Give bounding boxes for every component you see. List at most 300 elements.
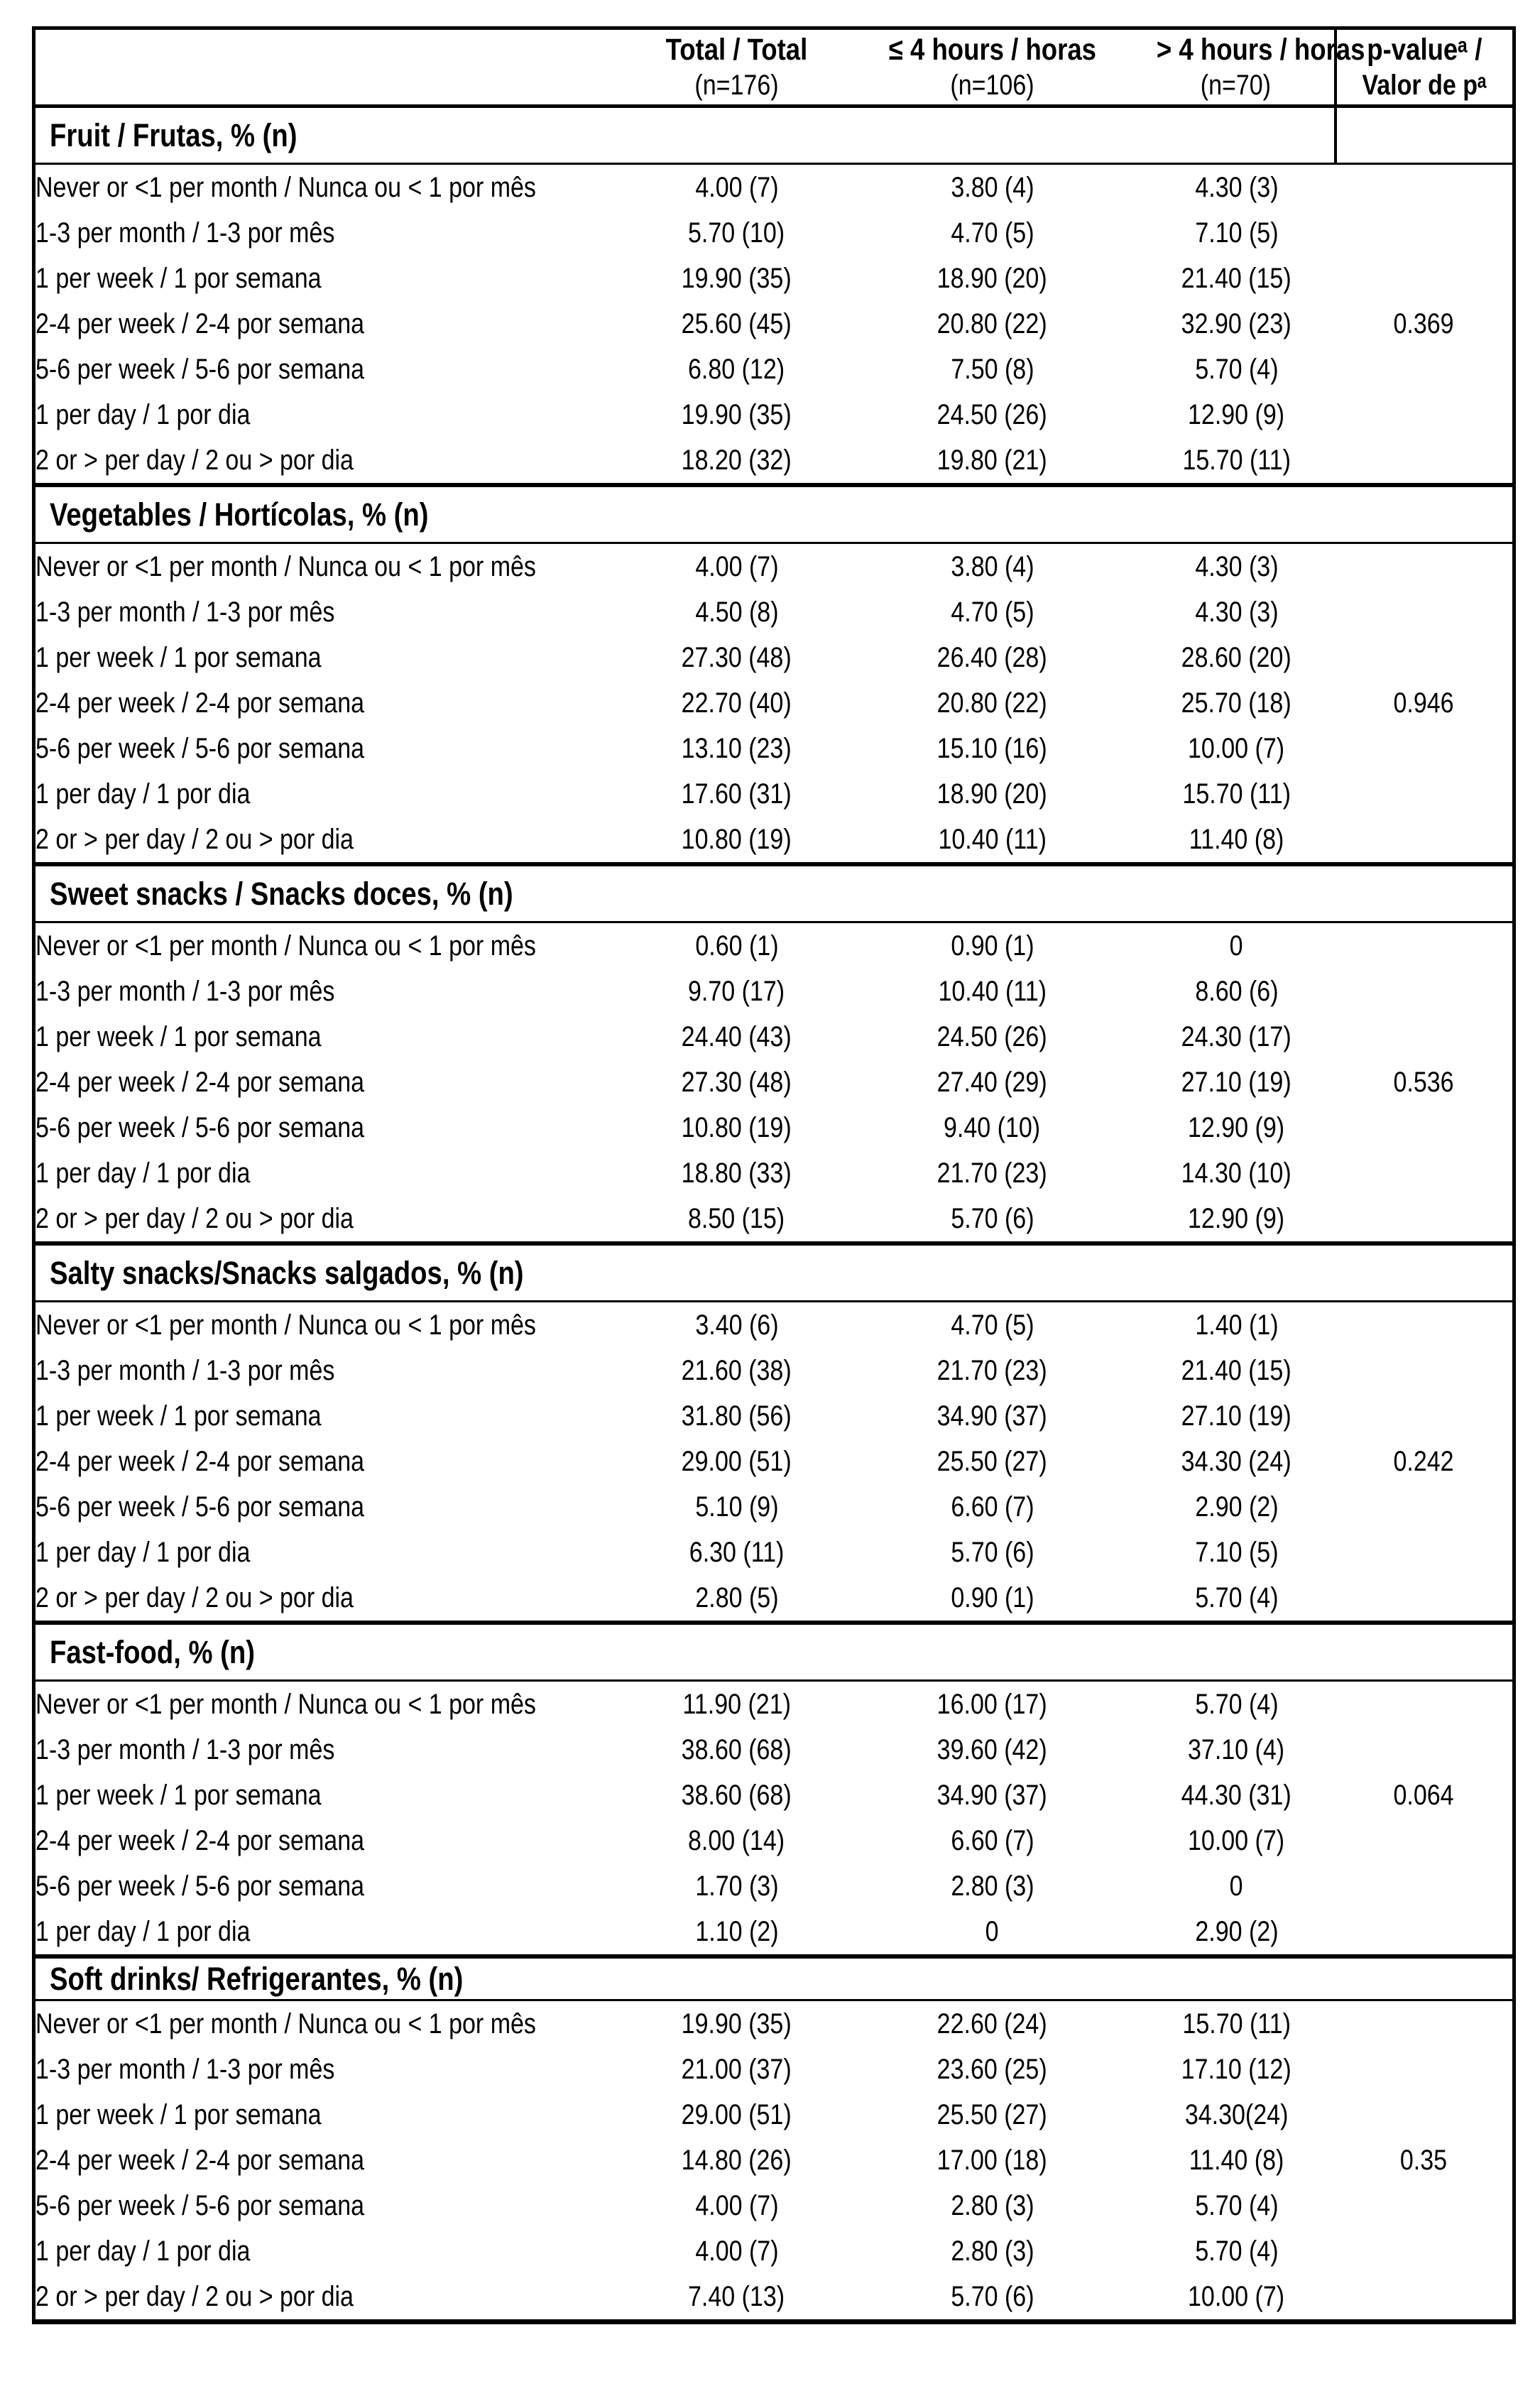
cell-total-text: 4.00 (7) xyxy=(694,2235,779,2267)
section-title-cell xyxy=(34,485,1514,543)
cell-gt4h xyxy=(1138,1863,1336,1909)
p-value-text: 0.369 xyxy=(1393,307,1454,339)
cell-total xyxy=(627,726,847,771)
cell-le4h-text: 2.80 (3) xyxy=(950,1870,1034,1902)
header-col-gt4h xyxy=(1138,28,1365,107)
cell-le4h-text: 34.90 (37) xyxy=(937,1779,1047,1811)
row-label xyxy=(34,301,627,347)
cell-gt4h-text: 27.10 (19) xyxy=(1181,1400,1291,1432)
cell-pvalue xyxy=(1336,2274,1514,2322)
cell-le4h xyxy=(847,1150,1138,1196)
table-row xyxy=(34,2228,1514,2274)
cell-gt4h-text: 5.70 (4) xyxy=(1194,2235,1279,2267)
row-label xyxy=(34,680,627,726)
cell-gt4h-text: 12.90 (9) xyxy=(1188,1202,1285,1234)
cell-le4h xyxy=(847,1439,1138,1484)
row-label xyxy=(34,210,627,256)
cell-pvalue xyxy=(1336,969,1514,1014)
row-label xyxy=(34,771,627,817)
cell-pvalue xyxy=(1336,726,1514,771)
cell-total-text: 25.60 (45) xyxy=(682,307,792,339)
cell-gt4h-text: 17.10 (12) xyxy=(1181,2053,1291,2085)
cell-gt4h xyxy=(1138,210,1336,256)
cell-le4h xyxy=(847,2047,1138,2092)
table-header xyxy=(34,28,1514,107)
cell-pvalue xyxy=(1336,1909,1514,1956)
cell-gt4h-text: 12.90 (9) xyxy=(1188,1111,1285,1143)
row-label xyxy=(34,543,627,590)
row-label-text: 5-6 per week / 5-6 por semana xyxy=(36,1111,365,1143)
header-gt4h-title: > 4 hours / horas xyxy=(1156,32,1365,67)
cell-pvalue xyxy=(1336,1393,1514,1439)
p-value-text: 0.35 xyxy=(1400,2144,1448,2176)
cell-le4h xyxy=(847,1530,1138,1575)
cell-gt4h xyxy=(1138,1302,1336,1349)
cell-total xyxy=(627,589,847,635)
cell-pvalue xyxy=(1336,1014,1514,1060)
cell-le4h-text: 3.80 (4) xyxy=(950,171,1034,203)
cell-le4h xyxy=(847,1909,1138,1956)
table-body xyxy=(34,107,1514,2322)
cell-total xyxy=(627,1773,847,1818)
cell-gt4h-text: 34.30(24) xyxy=(1184,2098,1289,2130)
cell-pvalue xyxy=(1336,1575,1514,1623)
cell-pvalue xyxy=(1336,1105,1514,1150)
row-label-text: Never or <1 per month / Nunca ou < 1 por mês xyxy=(36,550,536,582)
cell-gt4h xyxy=(1138,347,1336,392)
cell-gt4h xyxy=(1138,1484,1336,1530)
cell-pvalue xyxy=(1336,1681,1514,1728)
row-label xyxy=(34,1773,627,1818)
header-total-title: Total / Total xyxy=(665,32,808,67)
row-label-text: 1-3 per month / 1-3 por mês xyxy=(36,1733,335,1765)
cell-gt4h xyxy=(1138,771,1336,817)
row-label-text: 1 per week / 1 por semana xyxy=(36,1400,322,1432)
cell-total xyxy=(627,256,847,301)
cell-le4h-text: 0 xyxy=(985,1915,999,1947)
row-label xyxy=(34,1909,627,1956)
cell-gt4h-text: 4.30 (3) xyxy=(1194,596,1279,628)
cell-gt4h-text: 11.40 (8) xyxy=(1189,2144,1284,2176)
row-label-text: 1-3 per month / 1-3 por mês xyxy=(36,596,335,628)
table-row xyxy=(34,1060,1514,1105)
cell-total-text: 31.80 (56) xyxy=(682,1400,792,1432)
cell-total-text: 4.00 (7) xyxy=(694,171,779,203)
cell-gt4h xyxy=(1138,1150,1336,1196)
cell-total xyxy=(627,680,847,726)
cell-gt4h-text: 25.70 (18) xyxy=(1181,687,1291,719)
row-label-text: 2 or > per day / 2 ou > por dia xyxy=(36,1581,354,1613)
row-label xyxy=(34,164,627,211)
cell-total-text: 9.70 (17) xyxy=(688,975,785,1007)
table-row xyxy=(34,2274,1514,2322)
cell-total xyxy=(627,2000,847,2047)
section-title: Fast-food, % (n) xyxy=(50,1633,255,1670)
cell-total-text: 10.80 (19) xyxy=(682,823,792,855)
cell-pvalue xyxy=(1336,392,1514,437)
header-gt4h-n: (n=70) xyxy=(1200,70,1272,102)
header-col-total xyxy=(627,28,847,107)
cell-total-text: 1.10 (2) xyxy=(694,1915,779,1947)
row-label xyxy=(34,922,627,969)
cell-gt4h xyxy=(1138,2274,1336,2322)
cell-gt4h xyxy=(1138,1348,1336,1393)
row-label-text: 5-6 per week / 5-6 por semana xyxy=(36,353,365,385)
section-title-cell xyxy=(34,1243,1514,1302)
cell-pvalue xyxy=(1336,1530,1514,1575)
cell-pvalue xyxy=(1336,1348,1514,1393)
cell-le4h xyxy=(847,2183,1138,2228)
cell-total-text: 5.70 (10) xyxy=(688,217,785,249)
row-label-text: 1 per day / 1 por dia xyxy=(36,778,251,810)
cell-gt4h-text: 11.40 (8) xyxy=(1189,823,1284,855)
row-label xyxy=(34,1393,627,1439)
section-header-row xyxy=(34,485,1514,543)
cell-le4h-text: 4.70 (5) xyxy=(950,1309,1034,1341)
cell-total-text: 10.80 (19) xyxy=(682,1111,792,1143)
cell-total-text: 11.90 (21) xyxy=(682,1688,791,1720)
cell-total xyxy=(627,1302,847,1349)
row-label xyxy=(34,589,627,635)
p-value-text: 0.242 xyxy=(1393,1445,1454,1477)
cell-total-text: 24.40 (43) xyxy=(682,1020,792,1052)
row-label-text: 1 per week / 1 por semana xyxy=(36,1020,322,1052)
cell-le4h xyxy=(847,1060,1138,1105)
table-row xyxy=(34,1818,1514,1863)
table-row xyxy=(34,771,1514,817)
cell-pvalue xyxy=(1336,680,1514,726)
cell-le4h xyxy=(847,164,1138,211)
cell-gt4h-text: 7.10 (5) xyxy=(1194,217,1279,249)
cell-total-text: 21.60 (38) xyxy=(682,1354,792,1386)
cell-le4h xyxy=(847,589,1138,635)
cell-total xyxy=(627,922,847,969)
cell-total xyxy=(627,1196,847,1243)
cell-le4h-text: 34.90 (37) xyxy=(937,1400,1047,1432)
cell-total-text: 27.30 (48) xyxy=(682,641,792,673)
cell-gt4h xyxy=(1138,164,1336,211)
cell-gt4h-text: 5.70 (4) xyxy=(1194,2189,1279,2221)
row-label-text: 1 per day / 1 por dia xyxy=(36,398,251,430)
cell-le4h xyxy=(847,392,1138,437)
cell-pvalue xyxy=(1336,210,1514,256)
table-row xyxy=(34,392,1514,437)
row-label-text: 5-6 per week / 5-6 por semana xyxy=(36,2189,365,2221)
cell-total xyxy=(627,164,847,211)
cell-gt4h-text: 27.10 (19) xyxy=(1181,1066,1291,1098)
cell-le4h xyxy=(847,635,1138,680)
cell-total xyxy=(627,1060,847,1105)
cell-le4h xyxy=(847,1681,1138,1728)
cell-gt4h xyxy=(1138,1105,1336,1150)
row-label-text: Never or <1 per month / Nunca ou < 1 por mês xyxy=(36,1309,536,1341)
table-row xyxy=(34,817,1514,864)
row-label xyxy=(34,817,627,864)
cell-total-text: 4.00 (7) xyxy=(694,550,779,582)
cell-le4h xyxy=(847,1302,1138,1349)
cell-gt4h-text: 44.30 (31) xyxy=(1181,1779,1291,1811)
cell-gt4h xyxy=(1138,635,1336,680)
cell-gt4h xyxy=(1138,1575,1336,1623)
cell-pvalue xyxy=(1336,1484,1514,1530)
cell-total-text: 8.00 (14) xyxy=(688,1824,785,1856)
row-label-text: 2-4 per week / 2-4 por semana xyxy=(36,307,365,339)
row-label xyxy=(34,2092,627,2138)
table-row xyxy=(34,1393,1514,1439)
cell-total-text: 19.90 (35) xyxy=(682,262,792,294)
cell-total-text: 17.60 (31) xyxy=(682,778,792,810)
cell-le4h-text: 2.80 (3) xyxy=(950,2189,1034,2221)
cell-le4h-text: 24.50 (26) xyxy=(937,1020,1047,1052)
cell-total xyxy=(627,969,847,1014)
cell-gt4h xyxy=(1138,1681,1336,1728)
cell-total xyxy=(627,771,847,817)
cell-total-text: 6.30 (11) xyxy=(689,1536,785,1568)
cell-gt4h xyxy=(1138,969,1336,1014)
section-header-row xyxy=(34,1956,1514,2000)
row-label xyxy=(34,1105,627,1150)
p-value-text: 0.946 xyxy=(1393,687,1454,719)
cell-total xyxy=(627,1727,847,1773)
cell-le4h-text: 5.70 (6) xyxy=(950,1536,1034,1568)
section-title: Vegetables / Hortícolas, % (n) xyxy=(50,496,429,533)
cell-pvalue xyxy=(1336,1196,1514,1243)
table-row xyxy=(34,2047,1514,2092)
table-row xyxy=(34,1105,1514,1150)
cell-le4h-text: 39.60 (42) xyxy=(937,1733,1047,1765)
cell-total-text: 4.50 (8) xyxy=(694,596,779,628)
cell-le4h xyxy=(847,1818,1138,1863)
table-row xyxy=(34,1575,1514,1623)
header-total-n: (n=176) xyxy=(694,70,779,102)
cell-total-text: 22.70 (40) xyxy=(682,687,792,719)
cell-total-text: 18.20 (32) xyxy=(682,444,792,476)
cell-gt4h xyxy=(1138,1909,1336,1956)
cell-le4h xyxy=(847,1863,1138,1909)
cell-le4h-text: 2.80 (3) xyxy=(950,2235,1034,2267)
cell-gt4h-text: 2.90 (2) xyxy=(1194,1491,1279,1523)
table-row xyxy=(34,2183,1514,2228)
table-row xyxy=(34,1196,1514,1243)
table-row xyxy=(34,969,1514,1014)
cell-le4h xyxy=(847,210,1138,256)
cell-total xyxy=(627,1575,847,1623)
table-row xyxy=(34,1530,1514,1575)
row-label-text: 1-3 per month / 1-3 por mês xyxy=(36,217,335,249)
table-row xyxy=(34,347,1514,392)
cell-le4h-text: 21.70 (23) xyxy=(937,1157,1047,1189)
header-pvalue-title: p-valueᵃ / xyxy=(1367,32,1482,67)
row-label xyxy=(34,2228,627,2274)
cell-gt4h xyxy=(1138,726,1336,771)
cell-gt4h xyxy=(1138,392,1336,437)
table-row xyxy=(34,210,1514,256)
section-header-row xyxy=(34,1243,1514,1302)
cell-total xyxy=(627,1818,847,1863)
table-row xyxy=(34,2138,1514,2183)
row-label-text: 2 or > per day / 2 ou > por dia xyxy=(36,823,354,855)
row-label xyxy=(34,1014,627,1060)
row-label xyxy=(34,1196,627,1243)
cell-total-text: 6.80 (12) xyxy=(688,353,785,385)
cell-total xyxy=(627,1484,847,1530)
header-empty-cell xyxy=(34,28,627,107)
table-row xyxy=(34,1484,1514,1530)
cell-pvalue xyxy=(1336,256,1514,301)
cell-gt4h xyxy=(1138,2047,1336,2092)
header-le4h-title: ≤ 4 hours / horas xyxy=(888,32,1096,67)
cell-gt4h xyxy=(1138,2138,1336,2183)
row-label-text: 1 per day / 1 por dia xyxy=(36,2235,251,2267)
table-row xyxy=(34,1348,1514,1393)
row-label-text: 2 or > per day / 2 ou > por dia xyxy=(36,1202,354,1234)
cell-pvalue xyxy=(1336,1150,1514,1196)
row-label xyxy=(34,437,627,485)
row-label-text: 2-4 per week / 2-4 por semana xyxy=(36,1066,365,1098)
cell-gt4h-text: 34.30 (24) xyxy=(1181,1445,1291,1477)
table-row xyxy=(34,1014,1514,1060)
table-row xyxy=(34,2092,1514,2138)
cell-le4h-text: 0.90 (1) xyxy=(950,1581,1034,1613)
table-row xyxy=(34,437,1514,485)
cell-le4h-text: 23.60 (25) xyxy=(937,2053,1047,2085)
cell-total-text: 27.30 (48) xyxy=(682,1066,792,1098)
cell-total xyxy=(627,1863,847,1909)
cell-total xyxy=(627,2274,847,2322)
cell-total-text: 8.50 (15) xyxy=(688,1202,785,1234)
row-label-text: 1 per day / 1 por dia xyxy=(36,1157,251,1189)
cell-le4h-text: 22.60 (24) xyxy=(937,2008,1047,2040)
cell-le4h-text: 18.90 (20) xyxy=(937,778,1047,810)
row-label-text: 2 or > per day / 2 ou > por dia xyxy=(36,444,354,476)
row-label-text: 2 or > per day / 2 ou > por dia xyxy=(36,2280,354,2312)
cell-total xyxy=(627,2183,847,2228)
cell-le4h xyxy=(847,2000,1138,2047)
cell-le4h-text: 0.90 (1) xyxy=(950,930,1034,962)
cell-total-text: 19.90 (35) xyxy=(682,2008,792,2040)
cell-total-text: 13.10 (23) xyxy=(682,732,792,764)
cell-total-text: 29.00 (51) xyxy=(682,1445,792,1477)
row-label-text: 5-6 per week / 5-6 por semana xyxy=(36,732,365,764)
cell-total xyxy=(627,1105,847,1150)
cell-gt4h-text: 10.00 (7) xyxy=(1188,1824,1285,1856)
cell-pvalue xyxy=(1336,1863,1514,1909)
cell-le4h-text: 20.80 (22) xyxy=(937,307,1047,339)
cell-le4h-text: 20.80 (22) xyxy=(937,687,1047,719)
table-row xyxy=(34,164,1514,211)
cell-total-text: 5.10 (9) xyxy=(694,1491,779,1523)
cell-le4h-text: 5.70 (6) xyxy=(950,1202,1034,1234)
cell-le4h xyxy=(847,680,1138,726)
cell-le4h-text: 24.50 (26) xyxy=(937,398,1047,430)
cell-gt4h xyxy=(1138,543,1336,590)
cell-total xyxy=(627,1909,847,1956)
row-label xyxy=(34,2183,627,2228)
cell-gt4h xyxy=(1138,1818,1336,1863)
cell-pvalue xyxy=(1336,437,1514,485)
cell-le4h xyxy=(847,256,1138,301)
cell-pvalue xyxy=(1336,2047,1514,2092)
cell-gt4h xyxy=(1138,2000,1336,2047)
cell-le4h-text: 4.70 (5) xyxy=(950,217,1034,249)
section-title: Soft drinks/ Refrigerantes, % (n) xyxy=(50,1960,464,1997)
cell-total xyxy=(627,1150,847,1196)
cell-le4h xyxy=(847,969,1138,1014)
cell-total xyxy=(627,543,847,590)
cell-le4h xyxy=(847,726,1138,771)
section-title: Salty snacks/Snacks salgados, % (n) xyxy=(50,1254,524,1291)
cell-total-text: 14.80 (26) xyxy=(682,2144,792,2176)
cell-total-text: 18.80 (33) xyxy=(682,1157,792,1189)
cell-pvalue xyxy=(1336,2000,1514,2047)
cell-le4h xyxy=(847,2138,1138,2183)
section-title: Sweet snacks / Snacks doces, % (n) xyxy=(50,875,513,912)
row-label-text: 1 per day / 1 por dia xyxy=(36,1536,251,1568)
row-label xyxy=(34,2047,627,2092)
cell-gt4h-text: 1.40 (1) xyxy=(1194,1309,1279,1341)
section-title: Fruit / Frutas, % (n) xyxy=(50,116,297,153)
cell-le4h-text: 10.40 (11) xyxy=(938,975,1047,1007)
row-label xyxy=(34,1863,627,1909)
cell-pvalue xyxy=(1336,543,1514,590)
cell-gt4h-text: 15.70 (11) xyxy=(1182,778,1291,810)
cell-total xyxy=(627,1681,847,1728)
cell-gt4h xyxy=(1138,2228,1336,2274)
cell-le4h xyxy=(847,1348,1138,1393)
cell-le4h-text: 18.90 (20) xyxy=(937,262,1047,294)
cell-gt4h xyxy=(1138,817,1336,864)
cell-gt4h-text: 8.60 (6) xyxy=(1194,975,1279,1007)
cell-le4h xyxy=(847,771,1138,817)
row-label xyxy=(34,1818,627,1863)
cell-total xyxy=(627,2047,847,2092)
cell-le4h xyxy=(847,1393,1138,1439)
cell-gt4h xyxy=(1138,1060,1336,1105)
cell-le4h-text: 25.50 (27) xyxy=(937,1445,1047,1477)
cell-gt4h-text: 0 xyxy=(1230,1870,1243,1902)
cell-le4h xyxy=(847,817,1138,864)
cell-pvalue xyxy=(1336,1302,1514,1349)
row-label-text: 2-4 per week / 2-4 por semana xyxy=(36,687,365,719)
cell-gt4h-text: 37.10 (4) xyxy=(1188,1733,1285,1765)
cell-gt4h-text: 4.30 (3) xyxy=(1194,171,1279,203)
cell-total-text: 21.00 (37) xyxy=(682,2053,792,2085)
row-label-text: 1 per week / 1 por semana xyxy=(36,262,322,294)
cell-total-text: 38.60 (68) xyxy=(682,1779,792,1811)
cell-gt4h-text: 4.30 (3) xyxy=(1194,550,1279,582)
cell-gt4h xyxy=(1138,1773,1336,1818)
table-row xyxy=(34,2000,1514,2047)
cell-le4h xyxy=(847,2092,1138,2138)
cell-gt4h-text: 0 xyxy=(1230,930,1243,962)
cell-gt4h-text: 2.90 (2) xyxy=(1194,1915,1279,1947)
cell-total xyxy=(627,437,847,485)
cell-gt4h-text: 5.70 (4) xyxy=(1194,1688,1279,1720)
cell-total-text: 2.80 (5) xyxy=(694,1581,779,1613)
cell-gt4h-text: 7.10 (5) xyxy=(1194,1536,1279,1568)
section-header-row xyxy=(34,864,1514,922)
row-label xyxy=(34,1530,627,1575)
cell-le4h xyxy=(847,1196,1138,1243)
cell-le4h xyxy=(847,543,1138,590)
cell-gt4h xyxy=(1138,922,1336,969)
cell-total-text: 3.40 (6) xyxy=(694,1309,779,1341)
cell-total xyxy=(627,1530,847,1575)
cell-gt4h-text: 10.00 (7) xyxy=(1188,732,1285,764)
row-label xyxy=(34,1727,627,1773)
cell-gt4h xyxy=(1138,1530,1336,1575)
cell-le4h-text: 5.70 (6) xyxy=(950,2280,1034,2312)
